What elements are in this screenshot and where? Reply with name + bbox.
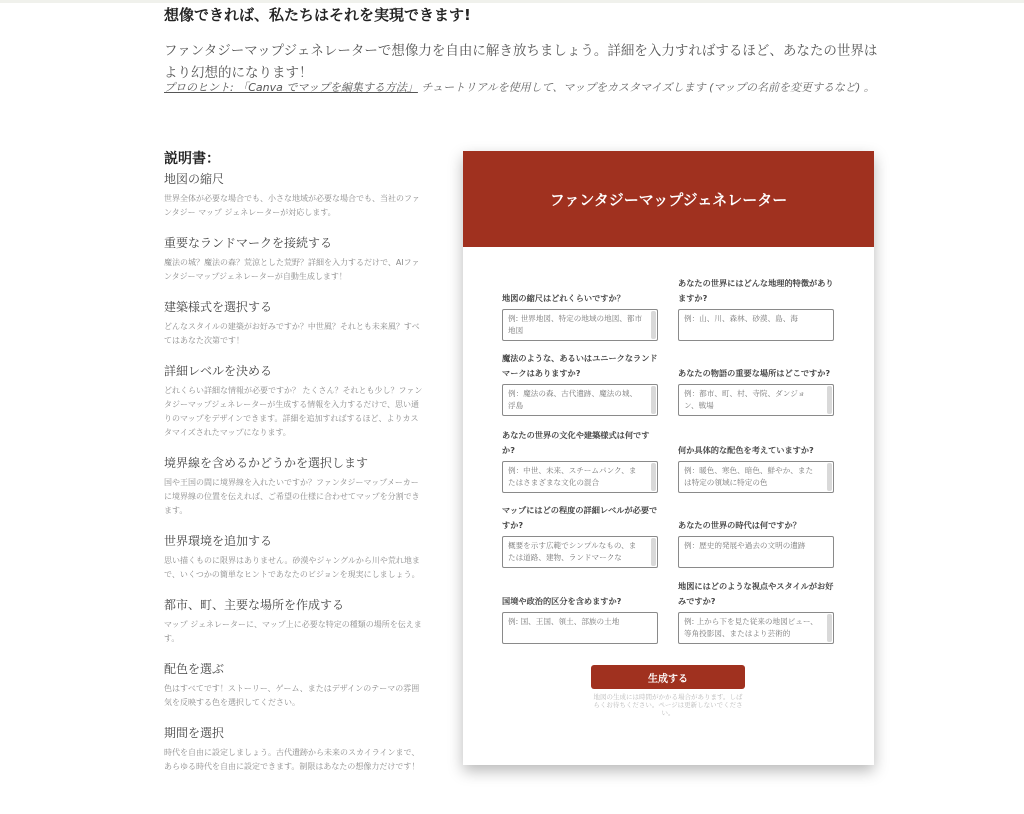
instruction-item	[164, 596, 426, 646]
field-label: 地図にはどのような視点やスタイルがお好みですか?	[678, 581, 834, 606]
instruction-title: 配色を選ぶ	[164, 662, 225, 676]
field-placeholder: 例：山、川、森林、砂漠、島、海	[684, 314, 798, 323]
field-label: 国境や政治的区分を含めますか?	[502, 596, 622, 606]
scrollbar[interactable]	[827, 614, 832, 642]
map-scale-input[interactable]	[502, 309, 658, 341]
instruction-item	[164, 298, 426, 348]
key-locations-input[interactable]	[678, 384, 834, 416]
field-placeholder: 例：暖色、寒色、暗色、鮮やか、または特定の領域に特定の色	[684, 466, 814, 487]
field-placeholder: 例: 世界地図、特定の地域の地図、都市地図	[508, 314, 643, 335]
instruction-desc: 時代を自由に設定しましょう。古代遺跡から未来のスカイラインまで、あらゆる時代を自由に設定できます。制限はあなたの想像力だけです！	[164, 748, 420, 771]
field-label: あなたの物語の重要な場所はどこですか?	[678, 368, 831, 378]
instruction-desc: 魔法の城？魔法の森？荒涼とした荒野？詳細を入力するだけで、AIファンタジーマップジェネレーターが自動生成します！	[164, 258, 420, 281]
instruction-item	[164, 362, 426, 440]
scrollbar[interactable]	[651, 386, 656, 414]
instruction-item	[164, 532, 426, 582]
field-label: 何か具体的な配色を考えていますか?	[678, 445, 814, 455]
hero-title: 想像できれば、私たちはそれを実現できます!	[164, 6, 471, 24]
map-generator-form	[463, 151, 874, 765]
borders-input[interactable]	[502, 612, 658, 644]
instructions-panel	[164, 148, 426, 774]
instruction-desc: マップ ジェネレーターに、マップ上に必要な特定の種類の場所を伝えます。	[164, 620, 422, 643]
instruction-title: 世界環境を追加する	[164, 534, 273, 548]
instruction-title: 重要なランドマークを接続する	[164, 236, 333, 250]
landmarks-input[interactable]	[502, 384, 658, 416]
color-scheme-input[interactable]	[678, 461, 834, 493]
field-label: 魔法のような、あるいはユニークなランドマークはありますか?	[502, 353, 658, 378]
scrollbar[interactable]	[827, 386, 832, 414]
perspective-input[interactable]	[678, 612, 834, 644]
hero-description: ファンタジーマップジェネレーターで想像力を自由に解き放ちましょう。詳細を入力すればするほど、あなたの世界はより幻想的になります！	[164, 43, 878, 81]
field-culture	[502, 428, 658, 493]
field-geography	[678, 276, 834, 341]
instruction-item	[164, 170, 426, 220]
geography-input[interactable]	[678, 309, 834, 341]
instruction-title: 境界線を含めるかどうかを選択します	[164, 456, 369, 470]
field-borders	[502, 594, 658, 644]
instruction-item	[164, 660, 426, 710]
field-landmarks	[502, 351, 658, 416]
field-key-locations	[678, 351, 834, 416]
field-placeholder: 例: 国、王国、領土、部族の土地	[508, 617, 620, 626]
field-label: 地図の縮尺はどれくらいですか？	[502, 293, 625, 303]
instruction-desc: どれくらい詳細な情報が必要ですか？ たくさん？それとも少し？ファンタジーマップジェネレーターが生成する情報を入力するだけで、思い通りのマップをデザインできます。詳細を追加すればするほど、よりカスタマイズされたマップになります。	[164, 386, 423, 437]
field-label: あなたの世界にはどんな地理的特徴がありますか?	[678, 278, 834, 303]
scrollbar[interactable]	[827, 463, 832, 491]
field-placeholder: 例：歴史的発展や過去の文明の遺跡	[684, 541, 806, 550]
instruction-desc: 国や王国の間に境界線を入れたいですか？ファンタジーマップメーカーに境界線の位置を伝えれば、ご希望の仕様に合わせてマップを分割できます。	[164, 478, 420, 515]
top-border	[0, 0, 1024, 3]
field-placeholder: 例: 上から下を見た従来の地図ビュー、等角投影図、またはより芸術的	[684, 617, 818, 638]
instruction-title: 地図の縮尺	[164, 172, 225, 186]
instruction-title: 建築様式を選択する	[164, 300, 273, 314]
instruction-item	[164, 724, 426, 774]
instruction-item	[164, 234, 426, 284]
instruction-desc: どんなスタイルの建築がお好みですか？中世風？それとも未来風？すべてはあなた次第です！	[164, 322, 420, 345]
era-input[interactable]	[678, 536, 834, 568]
scrollbar[interactable]	[651, 538, 656, 566]
instruction-desc: 世界全体が必要な場合でも、小さな地域が必要な場合でも、当社のファンタジー マップ ジェネレーターが対応します。	[164, 194, 420, 217]
scrollbar[interactable]	[651, 463, 656, 491]
generator-title: ファンタジーマップジェネレーター	[463, 151, 874, 247]
instruction-title: 期間を選択	[164, 726, 225, 740]
instruction-title: 詳細レベルを決める	[164, 364, 273, 378]
field-placeholder: 例：中世、未来、スチームパンク、またはさまざまな文化の混合	[508, 466, 637, 487]
pro-tip-text: チュートリアルを使用して、マップをカスタマイズします (マップの名前を変更するなど) 。	[421, 81, 875, 94]
field-perspective	[678, 579, 834, 644]
field-detail-level	[502, 503, 658, 568]
field-placeholder: 概要を示す広範でシンプルなもの、または道路、建物、ランドマークな	[508, 541, 637, 562]
field-placeholder: 例：魔法の森、古代遺跡、魔法の城、浮島	[508, 389, 638, 410]
pro-tip-link[interactable]: プロのヒント: 「Canva でマップを編集する方法」	[164, 81, 418, 94]
field-label: あなたの世界の時代は何ですか？	[678, 520, 801, 530]
field-era	[678, 518, 834, 568]
field-color-scheme	[678, 443, 834, 493]
instruction-item	[164, 454, 426, 518]
field-map-scale	[502, 291, 658, 341]
field-placeholder: 例：都市、町、村、寺院、ダンジョン、戦場	[684, 389, 806, 410]
instruction-title: 都市、町、主要な場所を作成する	[164, 598, 345, 612]
field-label: あなたの世界の文化や建築様式は何ですか?	[502, 430, 650, 455]
field-label: マップにはどの程度の詳細レベルが必要ですか?	[502, 505, 658, 530]
generation-note: 地図の生成には時間がかかる場合があります。しばらくお待ちください。ページは更新しないでください。	[593, 693, 743, 717]
pro-tip	[164, 80, 884, 96]
culture-input[interactable]	[502, 461, 658, 493]
instruction-desc: 思い描くものに限界はありません。砂漠やジャングルから川や荒れ地まで、いくつかの簡単なヒントであなたのビジョンを現実にしましょう。	[164, 556, 420, 579]
instruction-desc: 色はすべてです！ストーリー、ゲーム、またはデザインのテーマの雰囲気を反映する色を選択してください。	[164, 684, 420, 707]
detail-level-input[interactable]	[502, 536, 658, 568]
instructions-heading: 説明書：	[164, 151, 220, 167]
generate-button[interactable]: 生成する	[591, 665, 745, 689]
scrollbar[interactable]	[651, 311, 656, 339]
